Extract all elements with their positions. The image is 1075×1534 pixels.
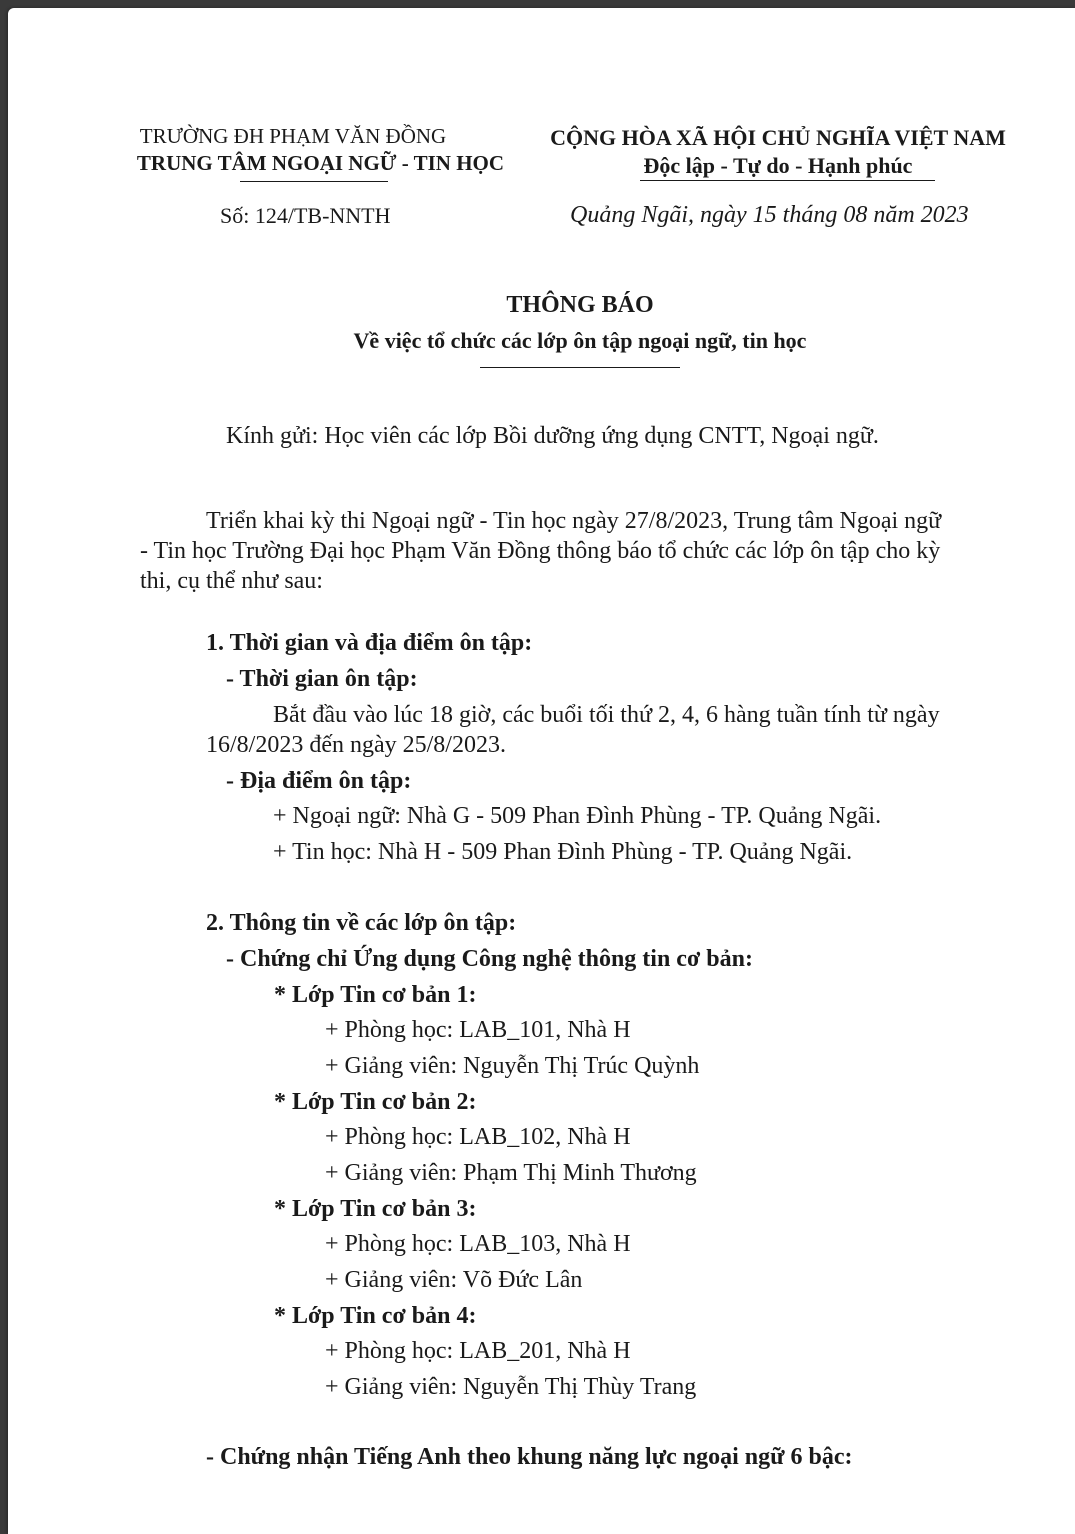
right-header-rule xyxy=(640,180,935,181)
place-foreign-language: + Ngoại ngữ: Nhà G - 509 Phan Đình Phùng - TP. Quảng Ngãi. xyxy=(273,803,882,829)
it-certificate-heading: - Chứng chỉ Ứng dụng Công nghệ thông tin cơ bản: xyxy=(226,946,753,972)
document-number: Số: 124/TB-NNTH xyxy=(220,203,391,228)
class-2-teacher: + Giảng viên: Phạm Thị Minh Thương xyxy=(325,1160,697,1186)
class-3-teacher: + Giảng viên: Võ Đức Lân xyxy=(325,1267,583,1293)
class-2-name: * Lớp Tin cơ bản 2: xyxy=(274,1089,477,1115)
class-1-name: * Lớp Tin cơ bản 1: xyxy=(274,982,477,1008)
document-page xyxy=(8,8,1075,1534)
country-name: CỘNG HÒA XÃ HỘI CHỦ NGHĨA VIỆT NAM xyxy=(550,125,1006,150)
section-1-heading: 1. Thời gian và địa điểm ôn tập: xyxy=(206,630,533,656)
intro-line-3: thi, cụ thể như sau: xyxy=(140,568,323,594)
left-header-rule xyxy=(240,181,388,182)
class-4-teacher: + Giảng viên: Nguyễn Thị Thùy Trang xyxy=(325,1374,697,1400)
university-name: TRƯỜNG ĐH PHẠM VĂN ĐỒNG xyxy=(139,124,447,148)
national-motto: Độc lập - Tự do - Hạnh phúc xyxy=(643,153,913,178)
center-name: TRUNG TÂM NGOẠI NGỮ - TIN HỌC xyxy=(136,151,505,175)
time-line-1: Bắt đầu vào lúc 18 giờ, các buổi tối thứ 2, 4, 6 hàng tuần tính từ ngày xyxy=(273,702,940,728)
place-date: Quảng Ngãi, ngày 15 tháng 08 năm 2023 xyxy=(570,202,969,228)
time-line-2: 16/8/2023 đến ngày 25/8/2023. xyxy=(206,732,506,758)
intro-line-1: Triển khai kỳ thi Ngoại ngữ - Tin học ngày 27/8/2023, Trung tâm Ngoại ngữ xyxy=(206,508,942,534)
place-heading: - Địa điểm ôn tập: xyxy=(226,768,412,794)
place-informatics: + Tin học: Nhà H - 509 Phan Đình Phùng - TP. Quảng Ngãi. xyxy=(273,839,853,865)
class-4-room: + Phòng học: LAB_201, Nhà H xyxy=(325,1338,631,1364)
section-2-heading: 2. Thông tin về các lớp ôn tập: xyxy=(206,910,517,936)
class-3-room: + Phòng học: LAB_103, Nhà H xyxy=(325,1231,631,1257)
class-3-name: * Lớp Tin cơ bản 3: xyxy=(274,1196,477,1222)
intro-line-2: - Tin học Trường Đại học Phạm Văn Đồng thông báo tổ chức các lớp ôn tập cho kỳ xyxy=(140,538,941,564)
class-4-name: * Lớp Tin cơ bản 4: xyxy=(274,1303,477,1329)
class-1-room: + Phòng học: LAB_101, Nhà H xyxy=(325,1017,631,1043)
notice-subtitle: Về việc tổ chức các lớp ôn tập ngoại ngữ, tin học xyxy=(353,328,807,353)
class-1-teacher: + Giảng viên: Nguyễn Thị Trúc Quỳnh xyxy=(325,1053,700,1079)
class-2-room: + Phòng học: LAB_102, Nhà H xyxy=(325,1124,631,1150)
title-rule xyxy=(480,367,680,368)
recipient-line: Kính gửi: Học viên các lớp Bồi dưỡng ứng dụng CNTT, Ngoại ngữ. xyxy=(226,423,879,449)
notice-title: THÔNG BÁO xyxy=(506,292,654,318)
english-certificate-heading: - Chứng nhận Tiếng Anh theo khung năng lực ngoại ngữ 6 bậc: xyxy=(206,1444,853,1470)
time-heading: - Thời gian ôn tập: xyxy=(226,666,418,692)
